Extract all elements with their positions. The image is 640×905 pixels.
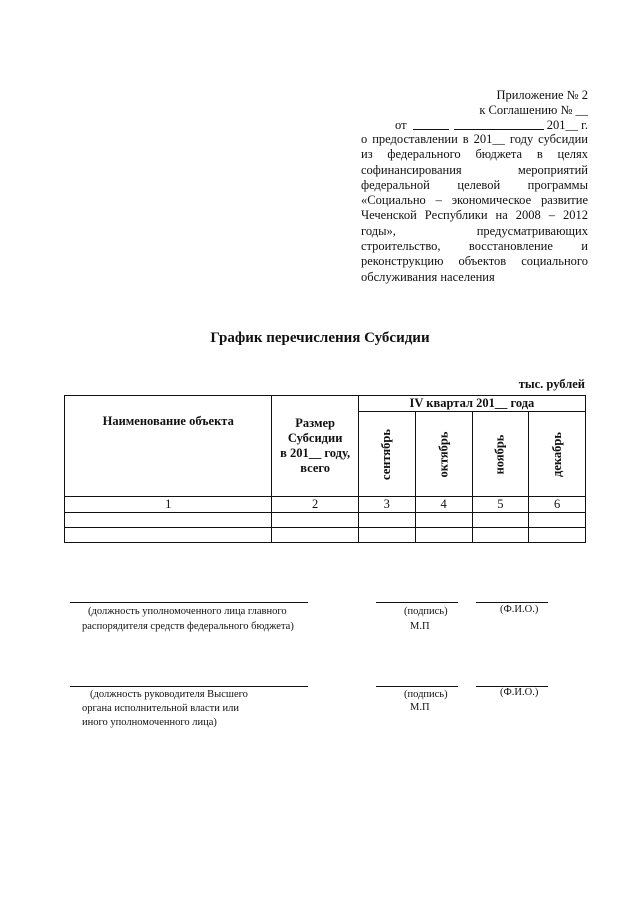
header-quarter: IV квартал 201__ года	[358, 396, 585, 412]
stamp-label: М.П	[410, 621, 430, 632]
position-caption: иного уполномоченного лица)	[82, 717, 217, 728]
table-cell	[472, 528, 529, 543]
agreement-purpose: о предоставлении в 201__ году субсидии из федерального бюджета в целях софинансирования мероприятий федеральной целевой программы «Социально – экономическое развитие Чеченской Республики на 2008 – 2012 годы», предусматривающих строительство, восстановление и реконструкцию объектов социального обслуживания населения	[361, 132, 588, 284]
column-number: 2	[272, 497, 358, 513]
column-number: 4	[415, 497, 472, 513]
agreement-ref: к Соглашению № __	[479, 103, 588, 117]
page-title: График перечисления Субсидии	[210, 330, 430, 346]
table-cell	[65, 528, 272, 543]
month-label: октябрь	[436, 430, 451, 478]
column-number: 5	[472, 497, 529, 513]
header-object-name: Наименование объекта	[65, 396, 272, 497]
fio-caption: (Ф.И.О.)	[500, 604, 539, 615]
table-header-row	[65, 396, 586, 412]
date-year: 201__ г.	[546, 118, 588, 132]
date-month-blank	[454, 129, 544, 130]
header-size-line: всего	[300, 461, 331, 475]
units-label: тыс. рублей	[518, 377, 585, 391]
table-cell	[529, 528, 586, 543]
signature-line	[376, 602, 458, 603]
table-row	[65, 528, 586, 543]
table-cell	[415, 528, 472, 543]
column-number: 3	[358, 497, 415, 513]
stamp-label: М.П	[410, 702, 430, 713]
date-prefix: от	[395, 118, 407, 132]
header-size-line: в 201__ году,	[280, 446, 351, 460]
position-caption: распорядителя средств федерального бюджета)	[82, 621, 294, 632]
column-number-row	[65, 497, 586, 513]
month-label: сентябрь	[379, 428, 394, 480]
position-caption: (должность уполномоченного лица главного	[88, 606, 287, 617]
table-cell	[272, 513, 358, 528]
header-size-line: Субсидии	[287, 431, 343, 445]
date-day-blank	[413, 129, 449, 130]
position-line	[70, 686, 308, 687]
signature-line	[376, 686, 458, 687]
column-number: 6	[529, 497, 586, 513]
header-size-line: Размер	[295, 416, 336, 430]
header-month	[529, 412, 586, 497]
subsidy-schedule-table	[64, 395, 586, 543]
month-label: ноябрь	[492, 434, 507, 474]
table-cell	[472, 513, 529, 528]
header-subsidy-size	[272, 396, 358, 497]
position-line	[70, 602, 308, 603]
fio-caption: (Ф.И.О.)	[500, 687, 539, 698]
header-month	[415, 412, 472, 497]
signature-caption: (подпись)	[404, 689, 448, 700]
column-number: 1	[65, 497, 272, 513]
table-cell	[358, 528, 415, 543]
table-cell	[272, 528, 358, 543]
position-caption: (должность руководителя Высшего	[90, 689, 248, 700]
table-cell	[358, 513, 415, 528]
header-month	[358, 412, 415, 497]
appendix-header	[479, 88, 588, 118]
signature-caption: (подпись)	[404, 606, 448, 617]
header-month	[472, 412, 529, 497]
table-row	[65, 513, 586, 528]
month-label: декабрь	[549, 431, 564, 477]
table-cell	[65, 513, 272, 528]
table-cell	[415, 513, 472, 528]
appendix-number: Приложение № 2	[496, 88, 588, 102]
table-cell	[529, 513, 586, 528]
position-caption: органа исполнительной власти или	[82, 703, 239, 714]
